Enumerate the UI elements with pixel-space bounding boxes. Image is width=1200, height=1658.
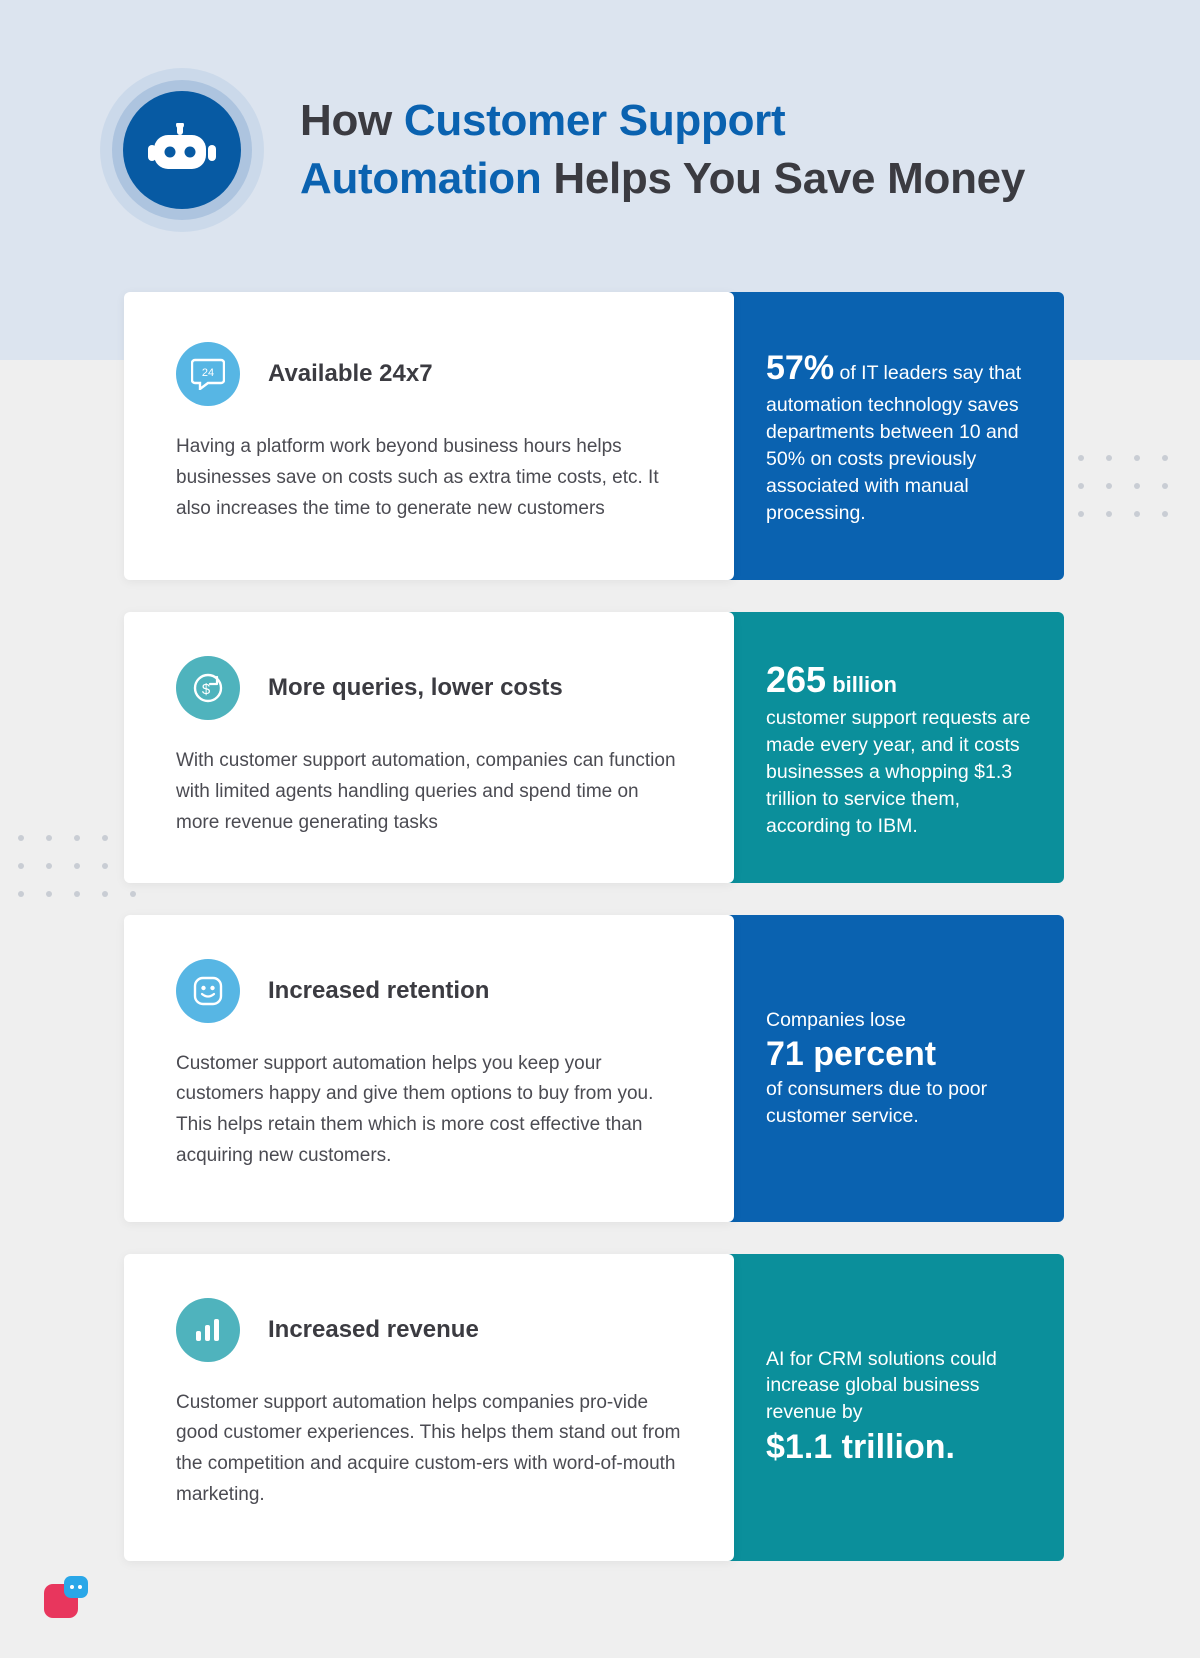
svg-text:$: $ — [201, 681, 211, 699]
stat-big-line: $1.1 trillion. — [766, 1428, 955, 1467]
stat-lead-number: 57% — [766, 349, 835, 388]
card-header — [176, 959, 682, 1023]
card-body: Customer support automation helps you keep your customers happy and give them options to buy from you. This helps retain them which is more cost effective than acquiring new customers. — [176, 1052, 654, 1166]
svg-text:24: 24 — [201, 367, 215, 379]
stat-pre-text: AI for CRM solutions could increase global business revenue by — [766, 1347, 997, 1424]
smiley-face-icon — [176, 959, 240, 1023]
title-accent-1: Customer Support — [403, 95, 786, 145]
bar-chart-icon — [176, 1298, 240, 1362]
title-plain-1: How — [300, 95, 404, 145]
content-row — [0, 612, 1200, 882]
page-header — [0, 0, 1200, 300]
logo-bubble-shape — [64, 1576, 88, 1598]
stat-lead-number: 265 — [766, 659, 827, 701]
content-row — [0, 292, 1200, 580]
content-row — [0, 915, 1200, 1222]
card-title: Increased revenue — [268, 1315, 479, 1343]
stat-text: of IT leaders say that automation technology saves departments between 10 and 50% on costs previously associated with manual processing. — [766, 362, 1022, 524]
card-title: Increased retention — [268, 976, 490, 1004]
content-row — [0, 1254, 1200, 1561]
card-body: With customer support automation, companies can function with limited agents handling queries and spend time on more revenue generating tasks — [176, 750, 676, 833]
stat-panel — [724, 612, 1064, 882]
content-rows — [0, 292, 1200, 1593]
stat-big-line: 71 percent — [766, 1035, 937, 1074]
stat-lead-unit: billion — [826, 672, 897, 698]
brand-logo — [100, 68, 264, 232]
24x7-chat-icon — [176, 342, 240, 406]
info-card — [124, 1254, 734, 1561]
cost-down-icon — [176, 656, 240, 720]
card-title: Available 24x7 — [268, 360, 433, 387]
stat-panel — [724, 1254, 1064, 1561]
card-header — [176, 656, 682, 720]
info-card — [124, 915, 734, 1222]
card-header — [176, 342, 682, 406]
stat-text: customer support requests are made every year, and it costs businesses a whopping $1.3 trillion to service them, according to IBM. — [766, 707, 1031, 837]
card-title: More queries, lower costs — [268, 674, 563, 702]
title-plain-2: Helps You Save Money — [541, 154, 1025, 203]
robot-icon — [123, 91, 241, 209]
title-accent-2: Automation — [300, 154, 542, 203]
card-body: Customer support automation helps companies pro-vide good customer experiences. This helps them stand out from the competition and acquire custom-ers with word-of-mouth marketing. — [176, 1391, 681, 1505]
stat-pre-text: Companies lose — [766, 1008, 906, 1031]
card-body: Having a platform work beyond business hours helps businesses save on costs such as extra time costs, etc. It also increases the time to generate new customers — [176, 436, 659, 519]
brand-chat-logo — [44, 1576, 88, 1620]
stat-panel — [724, 915, 1064, 1222]
page-title — [300, 92, 1025, 208]
card-header — [176, 1298, 682, 1362]
stat-post-text: of consumers due to poor customer service. — [766, 1077, 988, 1127]
info-card — [124, 612, 734, 882]
stat-panel — [724, 292, 1064, 580]
info-card — [124, 292, 734, 580]
